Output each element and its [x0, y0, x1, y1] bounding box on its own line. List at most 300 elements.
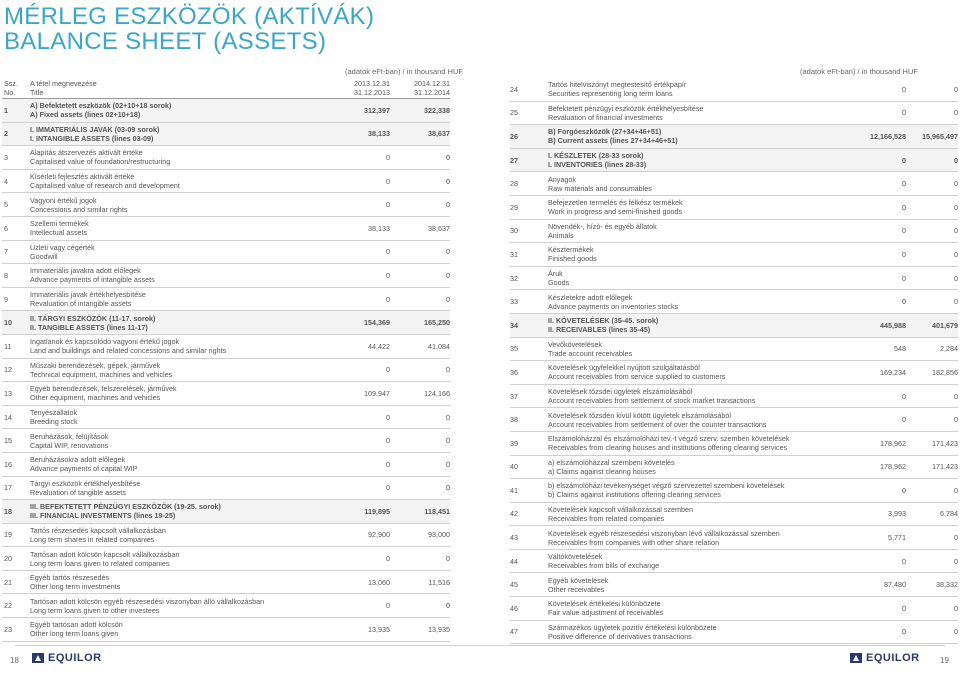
row-label-hu: Tartós hitelviszonyt megtestesítő értékpapír [548, 80, 687, 90]
row-value-2013: 0 [902, 202, 906, 212]
row-value-2013: 0 [902, 273, 906, 283]
row-value-2014: 0 [954, 627, 958, 637]
row-number: 28 [510, 179, 518, 189]
row-label-en: Advance payments of intangible assets [30, 275, 155, 285]
row-label-hu: II. TÁRGYI ESZKÖZÖK (11-17. sorok) [30, 313, 156, 323]
table-row [510, 196, 958, 220]
row-label [548, 363, 824, 381]
row-number: 22 [4, 601, 12, 611]
row-label-hu: Készletekre adott előlegek [548, 292, 633, 302]
row-label-hu: Követelések tőzsdén kívül kötött ügyletek elszámolásából [548, 410, 731, 420]
row-label [30, 101, 328, 119]
row-label-hu: Kísérleti fejlesztés aktivált értéke [30, 172, 135, 182]
row-label [30, 337, 328, 355]
row-value-2013: 0 [902, 297, 906, 307]
row-label-en: Account receivables from settlement of over the counter transactions [548, 419, 767, 429]
row-label-hu: III. BEFEKTETETT PÉNZÜGYI ESZKÖZÖK (19-25. sorok) [30, 502, 221, 512]
row-label-hu: Tenyészállatok [30, 408, 78, 418]
row-number: 30 [510, 226, 518, 236]
row-label-hu: Üzleti vagy cégérték [30, 242, 95, 252]
logo-right: EQUILOR [850, 652, 920, 664]
table-row [510, 102, 958, 126]
row-label [30, 408, 328, 426]
row-value-2014: 0 [446, 436, 450, 446]
row-label-en: Positive difference of derivatives transactions [548, 631, 692, 641]
row-label-hu: Beruházások, felújítások [30, 431, 109, 441]
row-value-2014: 0 [446, 270, 450, 280]
row-number: 15 [4, 436, 12, 446]
row-label [548, 293, 824, 311]
row-label [548, 245, 824, 263]
table-row [510, 432, 958, 456]
row-value-2014: 38,637 [428, 129, 450, 139]
row-value-2014: 0 [954, 84, 958, 94]
header-col2-date-hu: 2014.12.31 [414, 79, 450, 88]
table-row [510, 479, 958, 503]
table-row [2, 123, 450, 147]
row-number: 24 [510, 84, 518, 94]
row-value-2013: 5,771 [888, 533, 906, 543]
row-value-2014: 0 [446, 176, 450, 186]
row-label [30, 148, 328, 166]
row-label [548, 175, 824, 193]
row-value-2013: 13,060 [368, 577, 390, 587]
row-value-2014: 182,856 [932, 367, 958, 377]
header-col2-date-en: 31.12.2014 [414, 88, 450, 97]
row-value-2013: 312,397 [364, 105, 390, 115]
row-number: 29 [510, 202, 518, 212]
row-value-2014: 0 [446, 459, 450, 469]
equilor-logo-icon [32, 653, 44, 663]
row-value-2014: 93,000 [428, 530, 450, 540]
row-label-hu: Követelések tőzsdei ügyletek elszámolásából [548, 387, 693, 397]
row-number: 12 [4, 365, 12, 375]
row-label-en: Receivables from bills of exchange [548, 561, 660, 571]
row-label-hu: Tartósan adott kölcsön egyéb részesedési viszonyban álló vállalkozásban [30, 596, 265, 606]
table-row [510, 361, 958, 385]
row-number: 35 [510, 344, 518, 354]
row-value-2014: 0 [446, 365, 450, 375]
row-value-2014: 11,516 [428, 577, 450, 587]
table-row [510, 338, 958, 362]
table-row [2, 359, 450, 383]
row-number: 17 [4, 483, 12, 493]
row-label [548, 411, 824, 429]
row-label-hu: a) elszámolóházzal szembeni követelés [548, 457, 675, 467]
table-row [510, 125, 958, 149]
row-label-hu: Követelések egyéb részesedési viszonyban lévő vállalkozással szemben [548, 528, 780, 538]
page-number-right: 19 [940, 656, 949, 665]
row-number: 44 [510, 556, 518, 566]
row-label-en: Breeding stock [30, 417, 78, 427]
row-label-hu: Egyéb berendezések, felszerelések, járművek [30, 384, 177, 394]
row-label [30, 479, 328, 497]
row-label-hu: Befektetett pénzügyi eszközök értékhelyesbítése [548, 103, 704, 113]
table-row [510, 149, 958, 173]
row-label-hu: II. KÖVETELÉSEK (35-45. sorok) [548, 316, 659, 326]
row-label-en: II. RECEIVABLES (lines 35-45) [548, 325, 651, 335]
row-label-en: b) Claims against institutions offering clearing services [548, 490, 721, 500]
row-value-2013: 3,993 [888, 509, 906, 519]
table-row [2, 500, 450, 524]
row-label [548, 434, 824, 452]
row-label-en: Advance payments on inventories stocks [548, 301, 679, 311]
right-table [510, 78, 958, 644]
row-value-2013: 154,369 [364, 318, 390, 328]
row-value-2014: 0 [954, 273, 958, 283]
table-row [2, 217, 450, 241]
row-label [30, 314, 328, 332]
row-value-2013: 0 [902, 108, 906, 118]
row-label [548, 576, 824, 594]
row-label-hu: Beruházásokra adott előlegek [30, 455, 126, 465]
row-label [30, 384, 328, 402]
row-value-2013: 0 [386, 601, 390, 611]
left-table-body [2, 99, 450, 642]
row-label-en: Receivables from related companies [548, 513, 665, 523]
row-value-2013: 38,133 [368, 223, 390, 233]
row-label [30, 502, 328, 520]
row-value-2014: 0 [954, 603, 958, 613]
row-number: 45 [510, 580, 518, 590]
row-number: 27 [510, 155, 518, 165]
row-value-2013: 0 [386, 483, 390, 493]
row-label-en: Goodwill [30, 251, 58, 261]
row-label-hu: Elszámolóházzal és elszámolóházi tev.-t végző szerv. szemben követelések [548, 434, 790, 444]
row-label-hu: I. KÉSZLETEK (28-33 sorok) [548, 151, 644, 161]
row-label [548, 269, 824, 287]
table-row [510, 290, 958, 314]
row-value-2014: 0 [954, 415, 958, 425]
table-row [510, 503, 958, 527]
row-label [548, 222, 824, 240]
row-number: 19 [4, 530, 12, 540]
row-number: 21 [4, 577, 12, 587]
row-label-hu: Követelések ügyfelekkel nyújtott szolgáltatásból [548, 363, 700, 373]
row-value-2013: 0 [902, 485, 906, 495]
row-value-2013: 0 [902, 226, 906, 236]
title-hu: MÉRLEG ESZKÖZÖK (AKTÍVÁK) [4, 3, 375, 30]
right-table-body [510, 78, 958, 644]
row-value-2014: 0 [954, 202, 958, 212]
row-number: 5 [4, 200, 8, 210]
row-value-2014: 118,451 [424, 506, 450, 516]
table-row [2, 241, 450, 265]
row-label [548, 623, 824, 641]
row-label-en: Other receivables [548, 584, 605, 594]
row-label-en: Long term loans given to related companies [30, 558, 170, 568]
table-row [510, 550, 958, 574]
row-number: 7 [4, 247, 8, 257]
row-label-en: Concessions and similar rights [30, 204, 128, 214]
row-label-en: Capitalised value of foundation/restructuring [30, 157, 171, 167]
row-number: 26 [510, 131, 518, 141]
table-row [510, 621, 958, 645]
left-table [2, 78, 450, 642]
row-label-hu: Szellemi termékek [30, 219, 89, 229]
footer-divider [15, 645, 945, 646]
row-number: 9 [4, 294, 8, 304]
row-value-2013: 178,962 [880, 438, 906, 448]
row-value-2014: 0 [446, 554, 450, 564]
row-value-2013: 0 [386, 270, 390, 280]
row-label-en: Capitalised value of research and development [30, 181, 180, 191]
row-value-2014: 6,784 [940, 509, 958, 519]
row-label-en: a) Claims against clearing houses [548, 466, 656, 476]
row-label-hu: Anyagok [548, 174, 576, 184]
row-value-2014: 0 [446, 483, 450, 493]
table-row [2, 311, 450, 335]
row-number: 37 [510, 391, 518, 401]
row-label-en: Receivables from clearing houses and institutions offering clearing services [548, 443, 788, 453]
row-value-2013: 0 [386, 436, 390, 446]
row-label-hu: Követelések értékelési különbözete [548, 599, 661, 609]
row-label-en: I. INTANGIBLE ASSETS (lines 03-09) [30, 133, 154, 143]
row-number: 11 [4, 341, 12, 351]
row-value-2014: 0 [446, 152, 450, 162]
table-row [2, 594, 450, 618]
row-number: 43 [510, 533, 518, 543]
row-label-hu: B) Forgóeszközök (27+34+46+51) [548, 127, 662, 137]
row-value-2013: 0 [902, 155, 906, 165]
row-value-2014: 322,338 [424, 105, 450, 115]
unit-note-right: (adatok eFt-ban) / in thousand HUF [800, 67, 918, 76]
row-label [30, 361, 328, 379]
row-value-2013: 92,900 [368, 530, 390, 540]
row-label [30, 172, 328, 190]
table-header [2, 78, 450, 99]
table-row [510, 267, 958, 291]
row-value-2014: 0 [954, 391, 958, 401]
row-label [548, 104, 824, 122]
row-number: 46 [510, 603, 518, 613]
row-value-2013: 0 [902, 415, 906, 425]
row-value-2013: 0 [902, 84, 906, 94]
row-label-hu: Immateriális javakra adott előlegek [30, 266, 141, 276]
row-label-en: III. FINANCIAL INVESTMENTS (lines 19-25) [30, 511, 176, 521]
row-label [548, 316, 824, 334]
row-value-2013: 0 [386, 294, 390, 304]
row-value-2014: 0 [954, 108, 958, 118]
row-value-2013: 0 [386, 554, 390, 564]
row-label-en: Long term shares in related companies [30, 534, 155, 544]
row-label-en: Other equipment, machines and vehicles [30, 393, 161, 403]
row-value-2014: 0 [446, 601, 450, 611]
row-label-en: Work in progress and semi-finished goods [548, 207, 683, 217]
row-label-hu: I. IMMATERIÁLIS JAVAK (03-09 sorok) [30, 124, 160, 134]
row-label [30, 196, 328, 214]
row-label [548, 599, 824, 617]
row-label-hu: Egyéb követelések [548, 575, 609, 585]
table-row [2, 170, 450, 194]
row-value-2014: 0 [446, 294, 450, 304]
row-value-2013: 0 [386, 412, 390, 422]
row-label-en: Revaluation of tangible assets [30, 487, 126, 497]
row-label-en: Fair value adjustment of receivables [548, 608, 664, 618]
row-label-hu: Áruk [548, 269, 563, 279]
row-label-en: Revaluation of financial investments [548, 112, 663, 122]
row-label-en: Raw materials and consumables [548, 183, 652, 193]
header-no-hu: Ssz. [4, 79, 18, 88]
row-label-hu: Egyéb tartós részesedés [30, 573, 110, 583]
table-row [510, 78, 958, 102]
row-label [30, 290, 328, 308]
row-label-en: Account receivables from settlement of stock market transactions [548, 396, 756, 406]
row-value-2014: 0 [954, 179, 958, 189]
row-label [30, 455, 328, 473]
row-label-en: Intellectual assets [30, 228, 88, 238]
row-value-2014: 0 [954, 155, 958, 165]
row-value-2014: 0 [446, 200, 450, 210]
row-label-hu: Késztermékek [548, 245, 594, 255]
row-label-en: Capital WIP, renovations [30, 440, 109, 450]
row-value-2014: 0 [954, 556, 958, 566]
table-row [2, 146, 450, 170]
table-row [510, 597, 958, 621]
table-row [2, 453, 450, 477]
row-value-2014: 0 [446, 412, 450, 422]
row-value-2013: 0 [386, 365, 390, 375]
row-label-en: Advance payments of capital WIP [30, 464, 138, 474]
row-label-en: B) Current assets (lines 27+34+46+51) [548, 136, 678, 146]
row-number: 25 [510, 108, 518, 118]
row-value-2013: 0 [386, 200, 390, 210]
row-value-2013: 0 [386, 247, 390, 257]
row-label [30, 125, 328, 143]
row-number: 13 [4, 388, 12, 398]
row-label [548, 505, 824, 523]
row-value-2013: 548 [894, 344, 906, 354]
row-value-2014: 13,935 [428, 624, 450, 634]
row-label [548, 80, 824, 98]
row-value-2014: 0 [954, 533, 958, 543]
row-label [548, 458, 824, 476]
row-label-hu: Vagyoni értékű jogok [30, 195, 97, 205]
row-label-en: Land and buildings and related concessions and similar rights [30, 346, 227, 356]
equilor-logo-icon [850, 653, 862, 663]
row-value-2013: 0 [902, 627, 906, 637]
row-label-en: Receivables from companies with other share relation [548, 537, 719, 547]
row-number: 32 [510, 273, 518, 283]
row-number: 41 [510, 485, 518, 495]
row-number: 36 [510, 367, 518, 377]
row-label [30, 573, 328, 591]
page-title [4, 4, 374, 54]
row-value-2013: 178,962 [880, 462, 906, 472]
row-label-hu: Egyéb tartósan adott kölcsön [30, 620, 123, 630]
row-label-hu: Vevőkövetelések [548, 339, 602, 349]
row-value-2013: 44,422 [368, 341, 390, 351]
row-number: 1 [4, 105, 8, 115]
table-row [510, 573, 958, 597]
table-row [2, 547, 450, 571]
row-value-2014: 124,166 [424, 388, 450, 398]
row-label-en: Technical equipment, machines and vehicles [30, 369, 173, 379]
row-value-2014: 171,423 [932, 438, 958, 448]
row-label-hu: Műszaki berendezések, gépek, járművek [30, 360, 161, 370]
row-value-2013: 0 [386, 176, 390, 186]
row-value-2013: 0 [902, 249, 906, 259]
row-label-en: Securities representing long term loans [548, 89, 673, 99]
row-value-2014: 15,965,497 [922, 131, 958, 141]
row-number: 31 [510, 249, 518, 259]
header-col1-date-hu: 2013.12.31 [354, 79, 390, 88]
row-number: 8 [4, 270, 8, 280]
row-number: 23 [4, 624, 12, 634]
row-number: 16 [4, 459, 12, 469]
row-label [548, 151, 824, 169]
table-row [2, 524, 450, 548]
header-col1-date-en: 31.12.2013 [354, 88, 390, 97]
row-value-2014: 41,084 [428, 341, 450, 351]
row-label-en: Other long term investments [30, 582, 121, 592]
table-row [2, 618, 450, 642]
row-label-hu: Alapítás átszervezés aktivált értéke [30, 148, 143, 158]
row-label-hu: Immateriális javak értékhelyesbítése [30, 290, 146, 300]
row-label-hu: b) elszámolóházi tevékenységet végző szervezettel szembeni követelések [548, 481, 785, 491]
table-row [510, 456, 958, 480]
row-number: 10 [4, 318, 12, 328]
row-label-hu: Ingatlanok és kapcsolódó vagyoni értékű jogok [30, 337, 180, 347]
row-label [548, 198, 824, 216]
row-label-hu: Befejezetlen termelés és félkész termékek [548, 198, 683, 208]
row-label-hu: Származékos ügyletek pozitív értékelési különbözete [548, 622, 717, 632]
row-number: 3 [4, 152, 8, 162]
row-label-en: I. INVENTORIES (lines 28-33) [548, 160, 647, 170]
row-label [548, 552, 824, 570]
row-value-2013: 0 [386, 152, 390, 162]
row-label-en: Long term loans given to other investees [30, 605, 160, 615]
table-row [2, 288, 450, 312]
row-value-2014: 0 [954, 226, 958, 236]
row-label-hu: A) Befektetett eszközök (02+10+18 sorok) [30, 101, 172, 111]
table-row [2, 99, 450, 123]
row-label [548, 387, 824, 405]
row-value-2013: 12,166,528 [870, 131, 906, 141]
row-label-hu: Tartós részesedés kapcsolt vállalkozásban [30, 525, 166, 535]
row-label-hu: Váltókövetelések [548, 552, 603, 562]
row-label [30, 266, 328, 284]
row-label [30, 219, 328, 237]
row-label-en: Goods [548, 278, 570, 288]
title-en: BALANCE SHEET (ASSETS) [4, 28, 327, 55]
table-row [2, 382, 450, 406]
row-label [30, 243, 328, 261]
table-row [2, 406, 450, 430]
row-label-en: Revaluation of intangible assets [30, 299, 132, 309]
table-row [2, 193, 450, 217]
row-label-en: Animals [548, 230, 574, 240]
row-label [30, 526, 328, 544]
row-value-2014: 171,423 [932, 462, 958, 472]
row-label-hu: Tárgyi eszközök értékhelyesbítése [30, 478, 141, 488]
row-label [548, 340, 824, 358]
row-value-2013: 38,133 [368, 129, 390, 139]
table-row [2, 335, 450, 359]
row-value-2013: 0 [902, 603, 906, 613]
row-number: 38 [510, 415, 518, 425]
row-number: 47 [510, 627, 518, 637]
unit-note-left: (adatok eFt-ban) / in thousand HUF [345, 67, 463, 76]
table-row [2, 571, 450, 595]
row-value-2014: 0 [954, 249, 958, 259]
row-value-2014: 2,284 [940, 344, 958, 354]
row-number: 42 [510, 509, 518, 519]
row-value-2014: 38,637 [428, 223, 450, 233]
page-number-left: 18 [10, 656, 19, 665]
row-value-2014: 0 [954, 297, 958, 307]
row-label-en: A) Fixed assets (lines 02+10+18) [30, 110, 141, 120]
